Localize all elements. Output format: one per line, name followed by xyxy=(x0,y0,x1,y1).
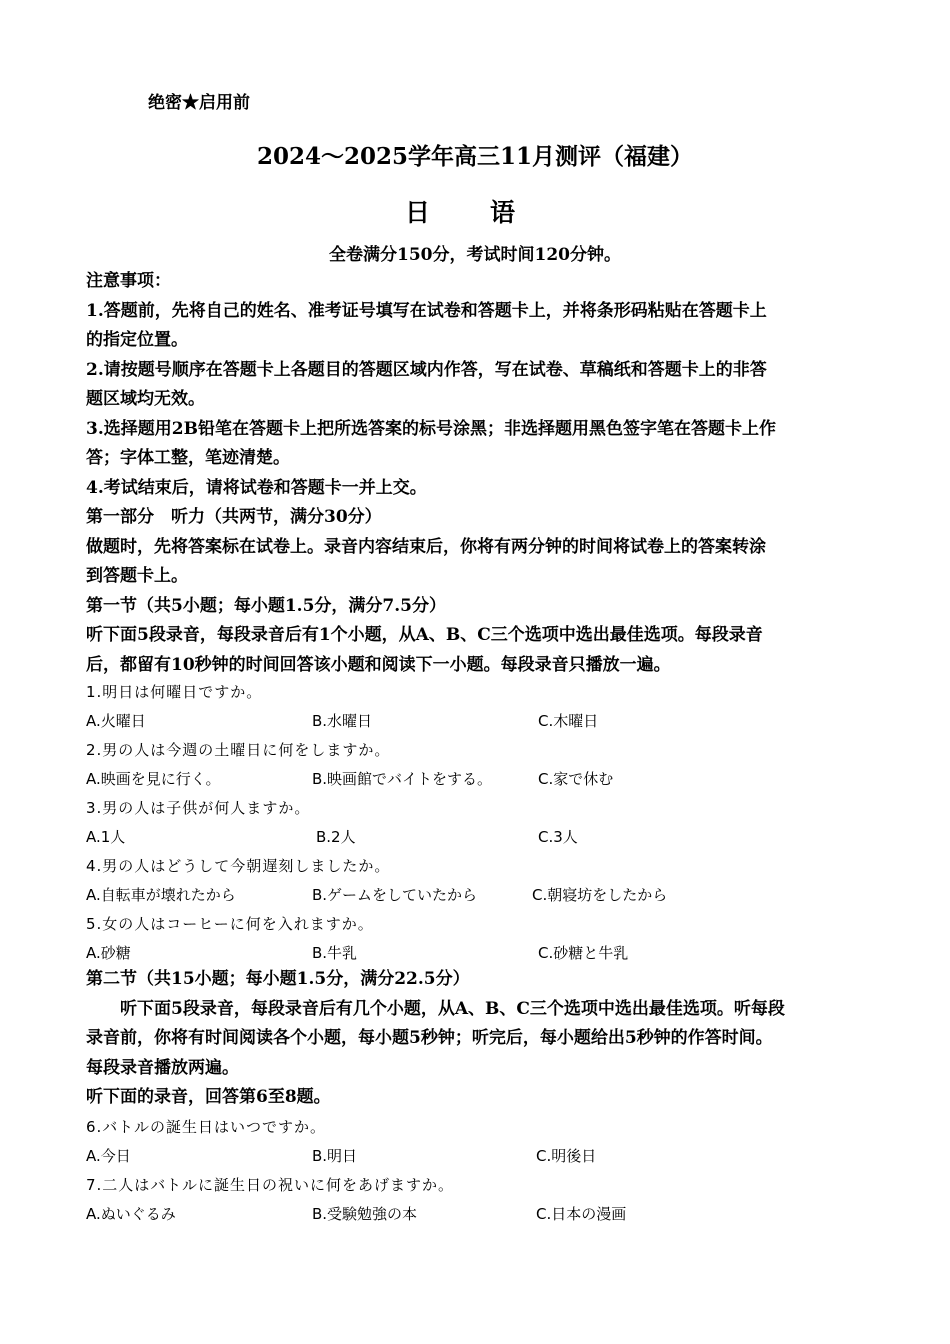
notice-line: 3.选择题用2B铅笔在答题卡上把所选答案的标号涂黑；非选择题用黑色签字笔在答题卡上作 xyxy=(86,418,776,439)
part1-heading: 第一部分 听力（共两节，满分30分） xyxy=(86,507,382,527)
question-text: 1.明日は何曜日ですか。 xyxy=(86,683,263,701)
subject-title: 日语 xyxy=(404,198,575,227)
question-text: 6.バトルの誕生日はいつですか。 xyxy=(86,1118,327,1136)
question-text: 5.女の人はコーヒーに何を入れますか。 xyxy=(86,915,374,933)
notice-line: 答；字体工整，笔迹清楚。 xyxy=(86,448,290,468)
score-time-note: 全卷满分150分，考试时间120分钟。 xyxy=(329,245,621,265)
section1-intro: 后，都留有10秒钟的时间回答该小题和阅读下一小题。每段录音只播放一遍。 xyxy=(86,654,671,675)
option-c: C.3人 xyxy=(538,828,578,846)
option-c: C.日本の漫画 xyxy=(536,1205,627,1223)
section1-intro: 听下面5段录音，每段录音后有1个小题，从A、B、C三个选项中选出最佳选项。每段录音 xyxy=(86,625,763,645)
option-b: B.牛乳 xyxy=(312,944,358,962)
option-b: B.明日 xyxy=(312,1147,358,1165)
section2-intro: 听下面5段录音，每段录音后有几个小题，从A、B、C三个选项中选出最佳选项。听每段 xyxy=(120,998,785,1019)
options-row xyxy=(86,707,876,736)
confidential-mark: 绝密★启用前 xyxy=(148,93,250,113)
question-text: 3.男の人は子供が何人ますか。 xyxy=(86,799,311,817)
section2-questions xyxy=(86,1113,876,1229)
notice-line: 1.答题前，先将自己的姓名、准考证号填写在试卷和答题卡上，并将条形码粘贴在答题卡上 xyxy=(86,300,767,321)
option-b: B.水曜日 xyxy=(312,712,373,730)
option-b: B.受験勉強の本 xyxy=(312,1205,418,1223)
section1-questions xyxy=(86,678,876,968)
section2-heading: 第二节（共15小题；每小题1.5分，满分22.5分） xyxy=(86,969,470,989)
option-b: B.2人 xyxy=(316,828,356,846)
part1-intro: 做题时，先将答案标在试卷上。录音内容结束后，你将有两分钟的时间将试卷上的答案转涂 xyxy=(86,536,766,557)
notice-heading: 注意事项： xyxy=(86,271,171,291)
question-text: 7.二人はバトルに誕生日の祝いに何をあげますか。 xyxy=(86,1176,455,1194)
section2-block xyxy=(86,965,876,1113)
notice-line: 题区域均无效。 xyxy=(86,389,205,409)
notice-line: 2.请按题号顺序在答题卡上各题目的答题区域内作答，写在试卷、草稿纸和答题卡上的非答 xyxy=(86,359,767,380)
option-c: C.砂糖と牛乳 xyxy=(538,944,629,962)
question-text: 4.男の人はどうして今朝遅刻しましたか。 xyxy=(86,857,391,875)
options-row xyxy=(86,1200,876,1229)
option-a: A.今日 xyxy=(86,1147,131,1165)
option-a: A.火曜日 xyxy=(86,712,146,730)
options-row xyxy=(86,881,876,910)
options-row xyxy=(86,939,876,968)
section2-intro: 每段录音播放两遍。 xyxy=(86,1057,239,1078)
section1-heading: 第一节（共5小题；每小题1.5分，满分7.5分） xyxy=(86,595,446,616)
option-c: C.明後日 xyxy=(536,1147,597,1165)
group-heading: 听下面的录音，回答第6至8题。 xyxy=(86,1087,331,1107)
exam-title: 2024～2025学年高三11月测评（福建） xyxy=(256,143,694,170)
section2-intro: 录音前，你将有时间阅读各个小题，每小题5秒钟；听完后，每小题给出5秒钟的作答时间。 xyxy=(86,1028,773,1048)
option-a: A.自転車が壊れたから xyxy=(86,886,236,904)
option-a: A.映画を見に行く。 xyxy=(86,770,221,788)
question-text: 2.男の人は今週の土曜日に何をしますか。 xyxy=(86,741,391,759)
option-b: B.ゲームをしていたから xyxy=(312,886,478,904)
notice-line: 的指定位置。 xyxy=(86,330,188,350)
option-a: A.1人 xyxy=(86,828,126,846)
options-row xyxy=(86,1142,876,1171)
notice-line: 4.考试结束后，请将试卷和答题卡一并上交。 xyxy=(86,477,427,498)
option-a: A.ぬいぐるみ xyxy=(86,1205,176,1223)
option-c: C.家で休む xyxy=(538,770,614,788)
option-c: C.木曜日 xyxy=(538,712,599,730)
notice-block xyxy=(86,267,876,680)
option-c: C.朝寝坊をしたから xyxy=(532,886,668,904)
options-row xyxy=(86,765,876,794)
option-b: B.映画館でバイトをする。 xyxy=(312,770,493,788)
option-a: A.砂糖 xyxy=(86,944,131,962)
options-row xyxy=(86,823,876,852)
part1-intro: 到答题卡上。 xyxy=(86,566,188,586)
